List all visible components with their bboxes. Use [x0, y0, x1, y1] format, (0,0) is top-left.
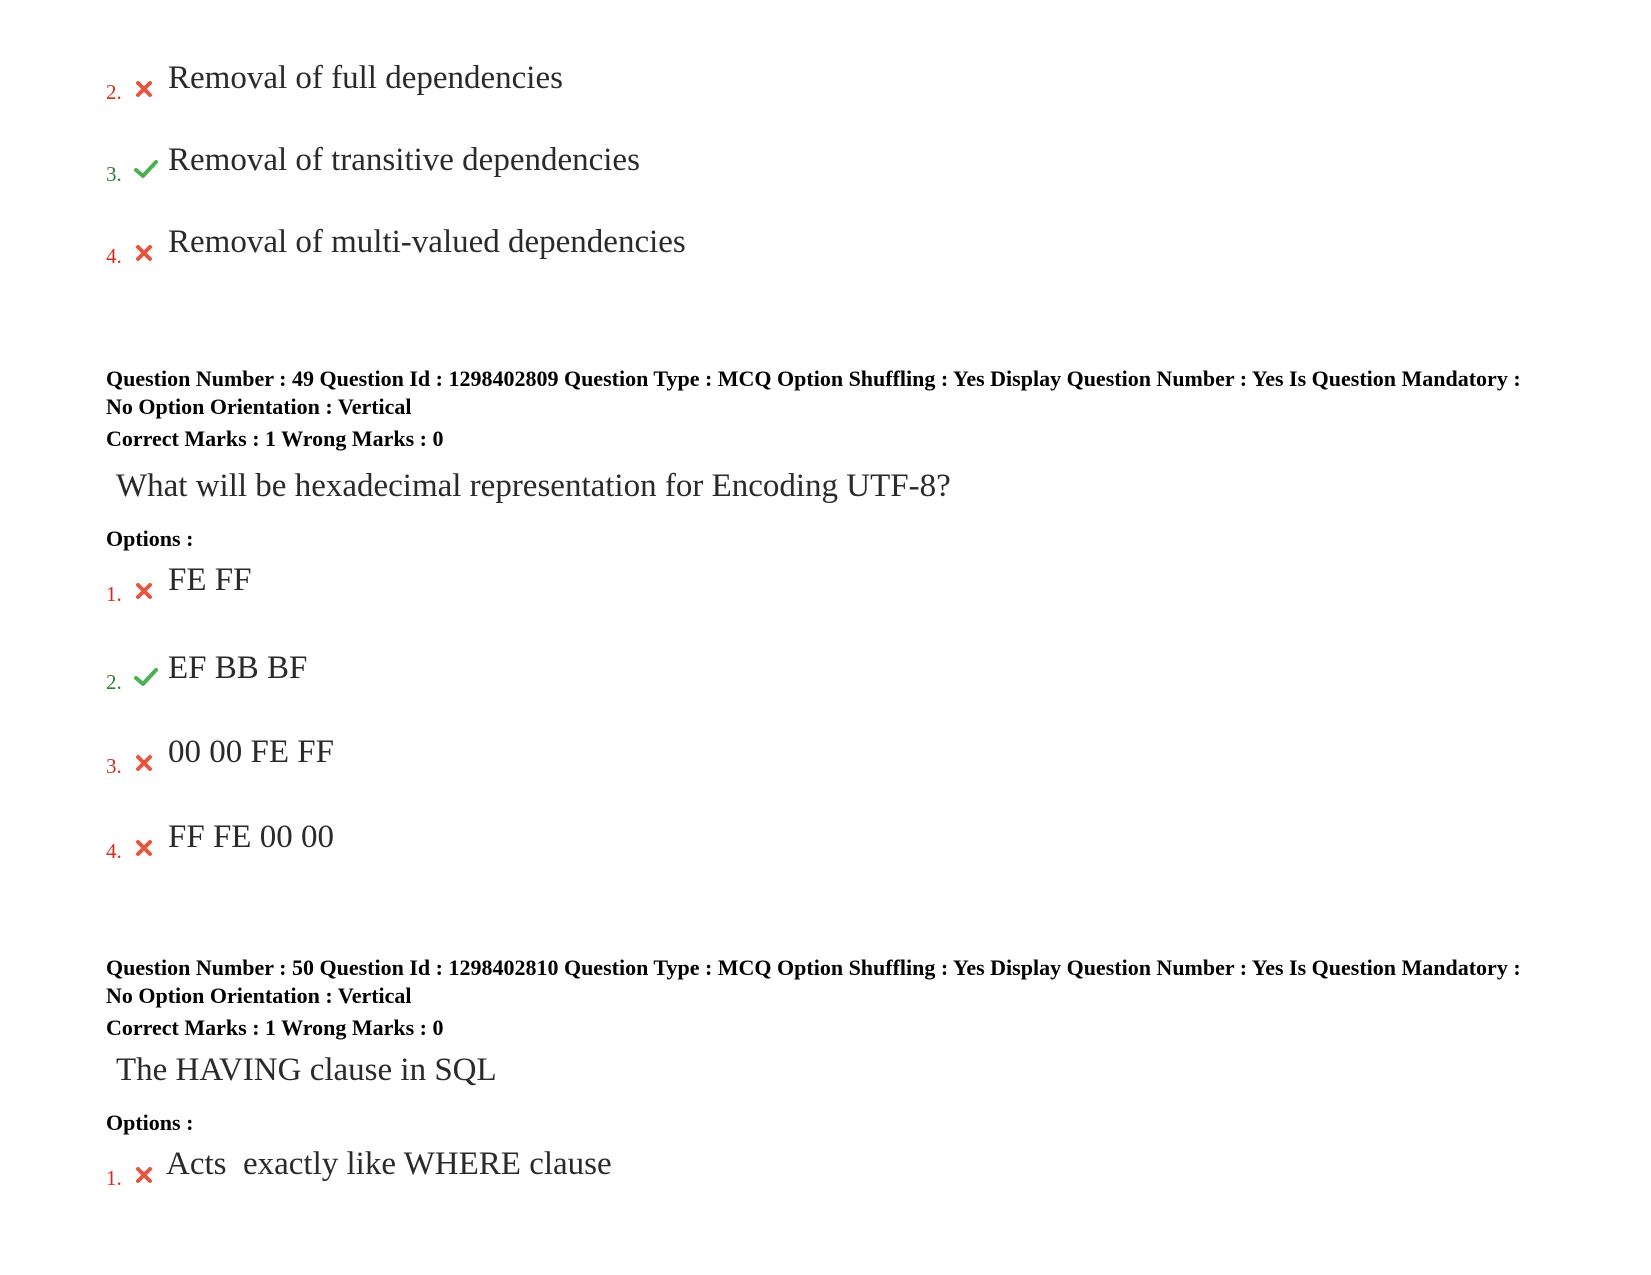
- question-50-meta: Question Number : 50 Question Id : 1298402810 Question Type : MCQ Option Shuffling : Yes Display Question Number : Yes Is Question Mandatory : No Option Orientation : Vertical: [106, 955, 1521, 1008]
- question-50-options-label: Options :: [106, 1110, 194, 1135]
- option-number: 3.: [106, 754, 122, 778]
- option-number: 1.: [106, 1166, 122, 1190]
- option-number: 4.: [106, 839, 122, 863]
- option-number: 4.: [106, 244, 122, 268]
- check-icon: [134, 666, 158, 688]
- question-49-text: What will be hexadecimal representation for Encoding UTF-8?: [116, 468, 951, 504]
- option-text: Removal of transitive dependencies: [168, 142, 640, 178]
- cross-icon: [134, 243, 154, 263]
- option-number: 2.: [106, 80, 122, 104]
- option-text: FE FF: [168, 562, 252, 598]
- cross-icon: [134, 838, 154, 858]
- question-49-options-label: Options :: [106, 526, 194, 551]
- cross-icon: [134, 581, 154, 601]
- question-49-meta: Question Number : 49 Question Id : 1298402809 Question Type : MCQ Option Shuffling : Yes Display Question Number : Yes Is Question Mandatory : No Option Orientation : Vertical: [106, 366, 1521, 419]
- cross-icon: [134, 1165, 154, 1185]
- option-text: EF BB BF: [168, 650, 308, 686]
- option-number: 3.: [106, 162, 122, 186]
- cross-icon: [134, 753, 154, 773]
- option-text: Removal of multi-valued dependencies: [168, 224, 686, 260]
- cross-icon: [134, 79, 154, 99]
- check-icon: [134, 158, 158, 180]
- option-text: Removal of full dependencies: [168, 60, 563, 96]
- question-49-marks: Correct Marks : 1 Wrong Marks : 0: [106, 426, 444, 451]
- option-text: 00 00 FE FF: [168, 734, 334, 770]
- question-50-text: The HAVING clause in SQL: [116, 1052, 497, 1088]
- option-number: 1.: [106, 582, 122, 606]
- option-text: FF FE 00 00: [168, 819, 334, 855]
- option-text: Acts exactly like WHERE clause: [166, 1146, 612, 1182]
- option-number: 2.: [106, 670, 122, 694]
- question-50-marks: Correct Marks : 1 Wrong Marks : 0: [106, 1015, 444, 1040]
